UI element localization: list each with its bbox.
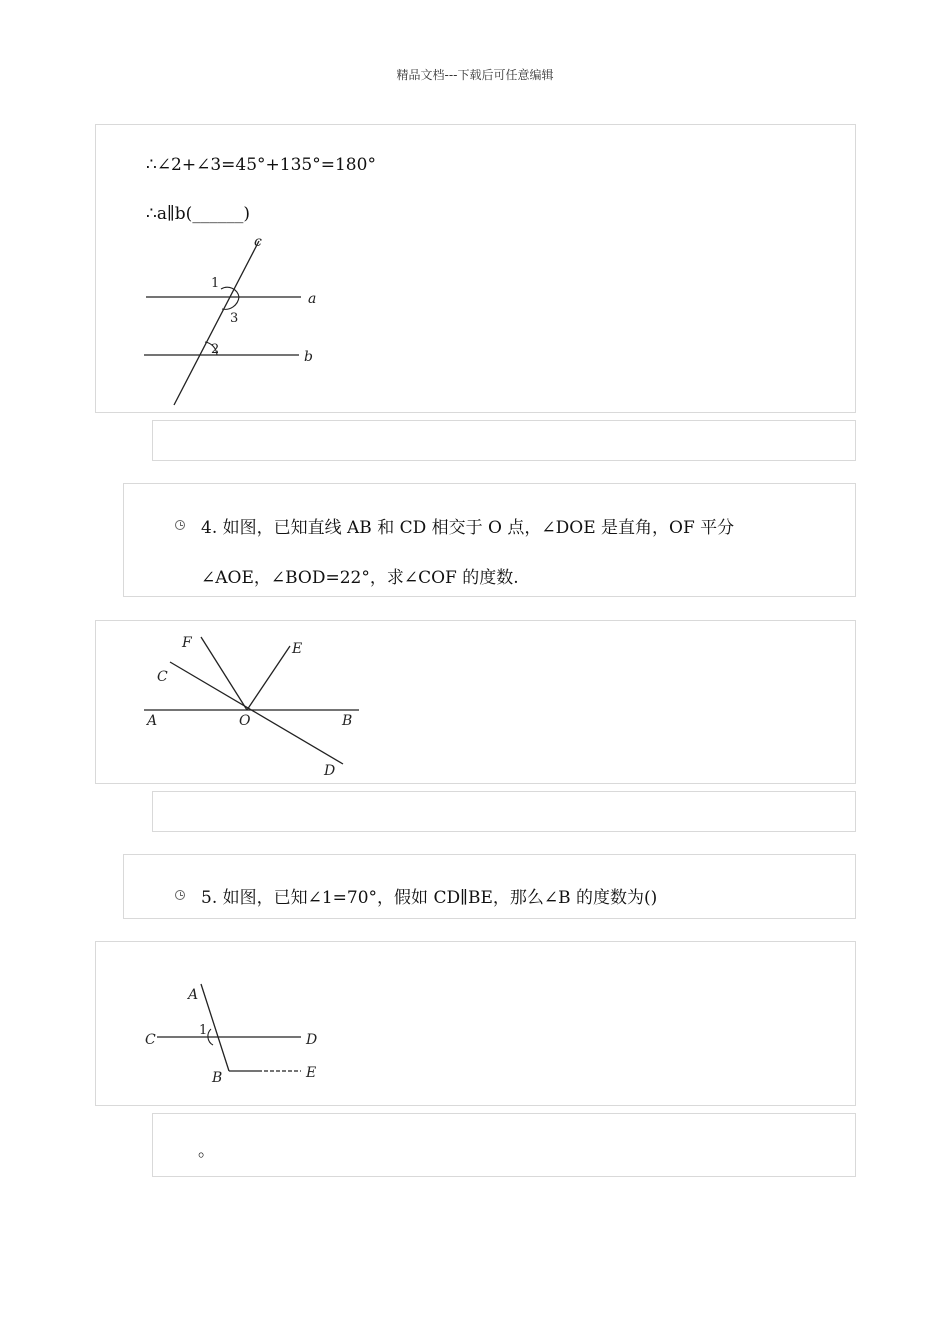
clock-icon [175,520,185,530]
question-4-text-line-1: 4. 如图，已知直线 AB 和 CD 相交于 O 点，∠DOE 是直角，OF 平分 [201,518,735,538]
answer-text: 。 [198,1141,215,1161]
label-A: A [147,713,158,729]
label-3: 3 [230,311,239,326]
label-1: 1 [199,1023,208,1038]
label-E: E [292,641,303,657]
label-B: B [212,1070,223,1086]
label-D: D [324,763,336,779]
answer-box-1[interactable] [152,420,856,461]
label-E: E [306,1065,317,1081]
label-D: D [306,1032,318,1048]
page-header: 精品文档---下载后可任意编辑 [396,68,554,82]
intersecting-lines-figure [141,626,381,786]
label-F: F [182,635,192,651]
label-C: C [157,669,168,685]
label-1: 1 [211,276,220,291]
label-a: a [308,291,317,307]
question-4-figure-box [95,620,856,784]
answer-box-2[interactable] [152,791,856,832]
label-A: A [188,987,199,1003]
label-2: 2 [211,342,220,357]
question-5-box [123,854,856,919]
parallel-transversal-figure [141,942,381,1102]
question-5-figure-box [95,941,856,1106]
question-5-text: 5. 如图，已知∠1=70°，假如 CD∥BE，那么∠B 的度数为() [201,888,658,908]
label-c: c [254,234,262,250]
label-O: O [239,713,251,729]
clock-icon [175,890,185,900]
proof-box [95,124,856,413]
proof-line-1: ∴∠2+∠3=45°+135°=180° [146,155,376,175]
label-B: B [342,713,353,729]
answer-box-3[interactable] [152,1113,856,1177]
question-4-text-line-2: ∠AOE，∠BOD=22°，求∠COF 的度数. [201,568,519,588]
question-4-box [123,483,856,597]
parallel-lines-figure [141,233,341,413]
proof-line-2: ∴a∥b(______) [146,204,250,224]
label-b: b [304,349,313,365]
label-C: C [145,1032,156,1048]
